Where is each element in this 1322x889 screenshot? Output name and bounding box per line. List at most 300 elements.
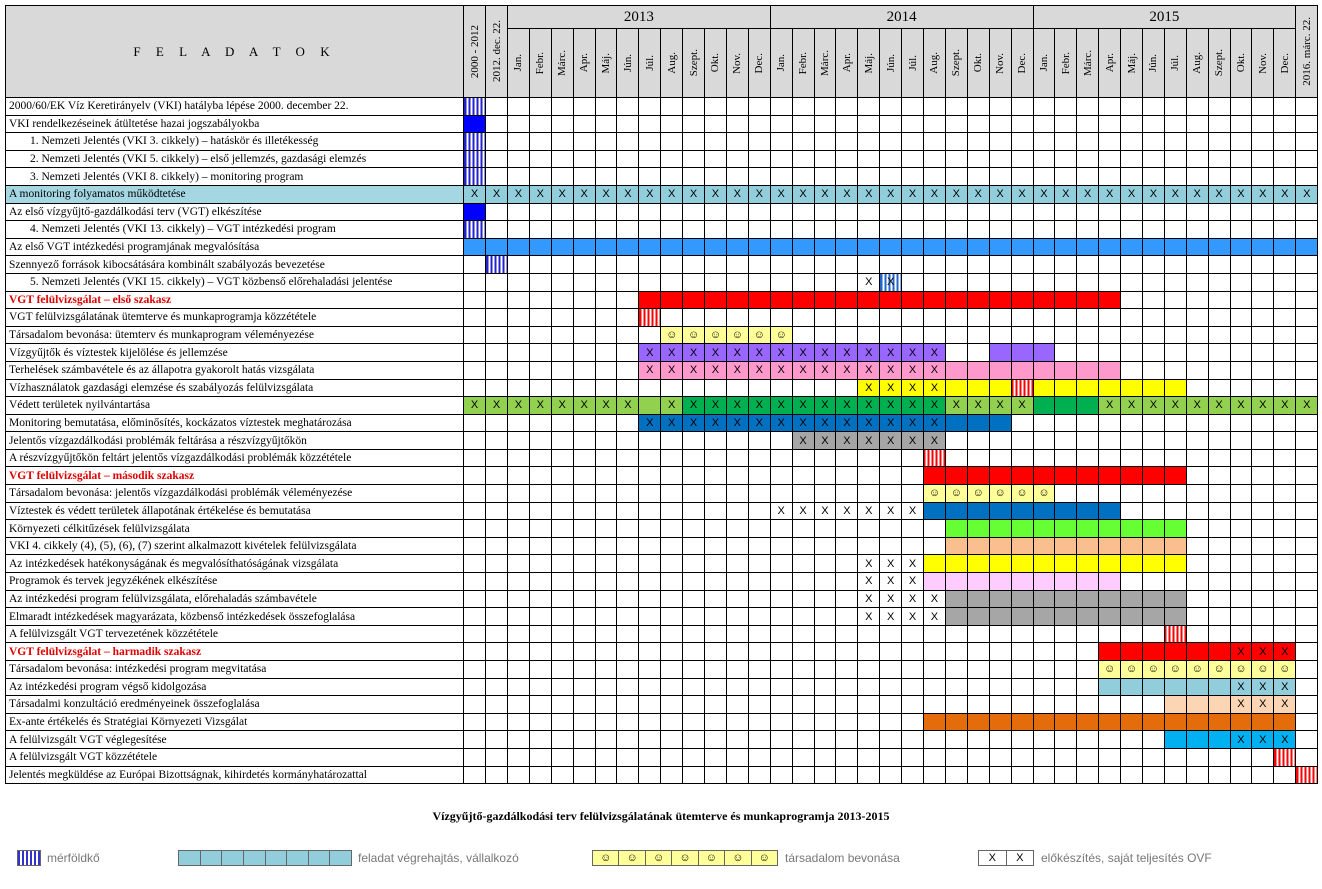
grid-cell [617, 502, 639, 520]
grid-cell [748, 555, 770, 573]
grid-cell [748, 485, 770, 503]
task-bar-cell: X [486, 397, 508, 415]
smiley-icon: ☺ [705, 326, 727, 344]
grid-cell [486, 291, 508, 309]
grid-cell [1164, 133, 1186, 151]
grid-cell [967, 731, 989, 749]
grid-cell [923, 256, 945, 274]
milestone-marker [464, 150, 486, 168]
grid-cell [836, 485, 858, 503]
task-bar-cell: X [508, 397, 530, 415]
task-bar-cell [1077, 608, 1099, 626]
task-bar-cell: X [858, 361, 880, 379]
schedule-table [5, 5, 1318, 784]
month-header [1208, 29, 1230, 98]
grid-cell [1230, 379, 1252, 397]
grid-cell [1186, 537, 1208, 555]
grid-cell [639, 203, 661, 221]
task-bar-cell [923, 502, 945, 520]
grid-cell [1208, 467, 1230, 485]
grid-cell [770, 537, 792, 555]
task-bar-cell [1011, 590, 1033, 608]
grid-cell [661, 625, 683, 643]
grid-cell [705, 309, 727, 327]
grid-cell [639, 432, 661, 450]
task-bar-cell [1011, 573, 1033, 591]
grid-cell [1099, 168, 1121, 186]
grid-cell [880, 661, 902, 679]
grid-cell [573, 361, 595, 379]
grid-cell [508, 713, 530, 731]
grid-cell [1011, 766, 1033, 784]
grid-cell [1121, 115, 1143, 133]
grid-cell [902, 133, 924, 151]
grid-cell [573, 133, 595, 151]
grid-cell [1033, 766, 1055, 784]
grid-cell [573, 643, 595, 661]
grid-cell [814, 625, 836, 643]
task-bar-cell [1099, 643, 1121, 661]
task-bar-cell: X [792, 397, 814, 415]
task-bar-cell [945, 291, 967, 309]
smiley-icon: ☺ [770, 326, 792, 344]
grid-cell [748, 379, 770, 397]
grid-cell [551, 625, 573, 643]
task-bar-cell [1142, 467, 1164, 485]
task-label: 4. Nemzeti Jelentés (VKI 13. cikkely) – VGT intézkedési program [6, 221, 464, 239]
task-bar-cell [1121, 608, 1143, 626]
task-bar-cell: X [726, 414, 748, 432]
grid-cell [617, 573, 639, 591]
month-label: Okt. [709, 53, 722, 73]
grid-cell [617, 361, 639, 379]
grid-cell [923, 273, 945, 291]
grid-cell [1296, 625, 1318, 643]
grid-cell [836, 625, 858, 643]
grid-cell [595, 115, 617, 133]
grid-cell [1252, 344, 1274, 362]
task-row [6, 520, 1318, 538]
grid-cell [683, 449, 705, 467]
task-bar-cell [967, 608, 989, 626]
grid-cell [858, 537, 880, 555]
grid-cell [1252, 203, 1274, 221]
grid-cell [1077, 643, 1099, 661]
task-bar-cell: X [661, 397, 683, 415]
legend-public-label: társadalom bevonása [785, 851, 900, 865]
task-bar-cell: X [683, 397, 705, 415]
grid-cell [464, 713, 486, 731]
grid-cell [1142, 361, 1164, 379]
task-bar-cell: X [836, 414, 858, 432]
month-label: Júl. [906, 55, 919, 71]
task-bar-cell [1077, 573, 1099, 591]
task-bar-cell: X [1252, 397, 1274, 415]
task-bar-cell [1011, 520, 1033, 538]
grid-cell [726, 449, 748, 467]
task-row [6, 678, 1318, 696]
grid-cell [880, 678, 902, 696]
task-row [6, 537, 1318, 555]
grid-cell [705, 256, 727, 274]
grid-cell [661, 766, 683, 784]
grid-cell [1186, 573, 1208, 591]
grid-cell [1252, 520, 1274, 538]
milestone-marker [464, 221, 486, 239]
grid-cell [1121, 748, 1143, 766]
task-bar-cell: X [858, 185, 880, 203]
task-bar-cell [1033, 291, 1055, 309]
grid-cell [1230, 115, 1252, 133]
grid-cell [1142, 168, 1164, 186]
grid-cell [661, 643, 683, 661]
grid-cell [880, 256, 902, 274]
task-row [6, 467, 1318, 485]
grid-cell [1274, 555, 1296, 573]
task-bar-cell [989, 414, 1011, 432]
task-bar-cell: X [551, 185, 573, 203]
task-bar-cell: X [683, 344, 705, 362]
task-bar-cell [923, 291, 945, 309]
grid-cell [705, 748, 727, 766]
grid-cell [1142, 344, 1164, 362]
task-bar-cell [1142, 590, 1164, 608]
grid-cell [508, 379, 530, 397]
grid-cell [1011, 150, 1033, 168]
grid-cell [508, 326, 530, 344]
grid-cell [705, 537, 727, 555]
grid-cell [945, 115, 967, 133]
grid-cell [858, 520, 880, 538]
grid-cell [705, 766, 727, 784]
grid-cell [705, 590, 727, 608]
grid-cell [1208, 309, 1230, 327]
grid-cell [1142, 432, 1164, 450]
task-bar-cell [1121, 520, 1143, 538]
grid-cell [1121, 731, 1143, 749]
grid-cell [1208, 203, 1230, 221]
grid-cell [1252, 115, 1274, 133]
grid-cell [573, 748, 595, 766]
task-bar-cell [792, 291, 814, 309]
grid-cell [1164, 485, 1186, 503]
grid-cell [1230, 273, 1252, 291]
grid-cell [551, 449, 573, 467]
task-bar-cell [1099, 467, 1121, 485]
task-bar-cell: X [748, 361, 770, 379]
grid-cell [1121, 168, 1143, 186]
month-header [529, 29, 551, 98]
grid-cell [464, 661, 486, 679]
grid-cell [902, 625, 924, 643]
grid-cell [551, 115, 573, 133]
task-label: Az intézkedési program felülvizsgálata, előrehaladás számbavétele [6, 590, 464, 608]
smiley-icon: ☺ [699, 851, 725, 865]
grid-cell: X [880, 590, 902, 608]
grid-cell [1011, 115, 1033, 133]
grid-cell [967, 696, 989, 714]
grid-cell [989, 309, 1011, 327]
task-bar-cell [573, 238, 595, 256]
task-bar-cell: X [683, 414, 705, 432]
task-bar-cell: X [1296, 397, 1318, 415]
grid-cell [1011, 414, 1033, 432]
task-bar-cell [1208, 238, 1230, 256]
task-bar-cell [1208, 696, 1230, 714]
grid-cell [1296, 344, 1318, 362]
task-bar-cell [639, 238, 661, 256]
task-bar-cell [1230, 238, 1252, 256]
grid-cell [705, 696, 727, 714]
grid-cell: X [902, 555, 924, 573]
task-bar-cell [1121, 537, 1143, 555]
grid-cell [1099, 256, 1121, 274]
grid-cell [486, 748, 508, 766]
grid-cell [705, 520, 727, 538]
month-label: Máj. [862, 52, 875, 74]
grid-cell [529, 150, 551, 168]
grid-cell [1121, 766, 1143, 784]
grid-cell [902, 98, 924, 116]
grid-cell [1121, 344, 1143, 362]
grid-cell [814, 98, 836, 116]
task-bar-cell [770, 238, 792, 256]
milestone-marker [464, 98, 486, 116]
task-bar-cell [967, 573, 989, 591]
col-header-label: 2000 - 2012 [468, 24, 481, 79]
grid-cell [989, 203, 1011, 221]
grid-cell [792, 661, 814, 679]
grid-cell [529, 520, 551, 538]
task-row [6, 713, 1318, 731]
task-bar-cell [1121, 555, 1143, 573]
grid-cell [617, 608, 639, 626]
grid-cell [1121, 432, 1143, 450]
grid-cell [1033, 432, 1055, 450]
grid-cell [880, 537, 902, 555]
task-bar-cell [945, 573, 967, 591]
task-row [6, 696, 1318, 714]
grid-cell [836, 590, 858, 608]
grid-cell [1164, 748, 1186, 766]
task-bar-cell [1142, 643, 1164, 661]
task-bar-cell [1055, 608, 1077, 626]
grid-cell [529, 661, 551, 679]
task-bar-cell: X [1011, 185, 1033, 203]
grid-cell [617, 520, 639, 538]
task-bar-cell: X [902, 361, 924, 379]
grid-cell [1230, 168, 1252, 186]
grid-cell [1274, 291, 1296, 309]
grid-cell [595, 150, 617, 168]
grid-cell [1033, 326, 1055, 344]
grid-cell [726, 309, 748, 327]
grid-cell [617, 150, 639, 168]
grid-cell [836, 273, 858, 291]
month-header [923, 29, 945, 98]
milestone-marker [1011, 379, 1033, 397]
month-header [508, 29, 530, 98]
task-bar-cell [967, 537, 989, 555]
task-bar-cell [1252, 238, 1274, 256]
grid-cell [486, 221, 508, 239]
grid-cell [1033, 150, 1055, 168]
task-bar-cell: X [639, 185, 661, 203]
task-bar-cell [1033, 361, 1055, 379]
smiley-icon: ☺ [1208, 661, 1230, 679]
grid-cell [989, 432, 1011, 450]
grid-cell [529, 573, 551, 591]
grid-cell [573, 502, 595, 520]
grid-cell [1142, 133, 1164, 151]
grid-cell [661, 256, 683, 274]
grid-cell [748, 608, 770, 626]
month-header [1121, 29, 1143, 98]
task-bar-cell [945, 361, 967, 379]
grid-cell [836, 678, 858, 696]
task-bar-cell: X [836, 185, 858, 203]
month-header [1164, 29, 1186, 98]
grid-cell [551, 555, 573, 573]
grid-cell [836, 713, 858, 731]
task-bar-cell: X [726, 361, 748, 379]
grid-cell [726, 537, 748, 555]
grid-cell [464, 361, 486, 379]
task-label: Társadalom bevonása: ütemterv és munkaprogram véleményezése [6, 326, 464, 344]
grid-cell [661, 537, 683, 555]
grid-cell [464, 537, 486, 555]
col-header-2000-2012 [464, 6, 486, 98]
month-label: Júl. [1169, 55, 1182, 71]
grid-cell [486, 133, 508, 151]
grid-cell [770, 379, 792, 397]
grid-cell [573, 467, 595, 485]
grid-cell [464, 555, 486, 573]
grid-cell [967, 432, 989, 450]
grid-cell [858, 98, 880, 116]
grid-cell [1186, 432, 1208, 450]
grid-cell [529, 449, 551, 467]
grid-cell [880, 221, 902, 239]
grid-cell [639, 379, 661, 397]
grid-cell [792, 133, 814, 151]
grid-cell [770, 520, 792, 538]
grid-cell [551, 502, 573, 520]
grid-cell [945, 696, 967, 714]
grid-cell [814, 326, 836, 344]
grid-cell [639, 467, 661, 485]
grid-cell [836, 203, 858, 221]
task-bar-cell: X [1011, 397, 1033, 415]
grid-cell [1164, 273, 1186, 291]
grid-cell [1142, 256, 1164, 274]
grid-cell [1099, 203, 1121, 221]
grid-cell [814, 309, 836, 327]
grid-cell [1186, 203, 1208, 221]
grid-cell [1099, 98, 1121, 116]
grid-cell [792, 696, 814, 714]
grid-cell [1033, 98, 1055, 116]
grid-cell [1142, 150, 1164, 168]
grid-cell [792, 379, 814, 397]
grid-cell [770, 256, 792, 274]
grid-cell [1252, 150, 1274, 168]
grid-cell [902, 537, 924, 555]
grid-cell [1186, 291, 1208, 309]
grid-cell [1186, 326, 1208, 344]
task-row [6, 115, 1318, 133]
figure-caption: Vízgyűjtő-gazdálkodási terv felülvizsgálatának ütemterve és munkaprogramja 2013-2015 [432, 809, 890, 823]
task-bar-cell [1033, 520, 1055, 538]
grid-cell [705, 608, 727, 626]
grid-cell [1186, 273, 1208, 291]
grid-cell [1142, 273, 1164, 291]
task-bar-cell: X [792, 432, 814, 450]
grid-cell [814, 168, 836, 186]
grid-cell [726, 555, 748, 573]
grid-cell [1252, 766, 1274, 784]
grid-cell [836, 150, 858, 168]
grid-cell [1055, 326, 1077, 344]
grid-cell [923, 326, 945, 344]
grid-cell [705, 467, 727, 485]
grid-cell [705, 133, 727, 151]
task-row [6, 643, 1318, 661]
grid-cell [551, 520, 573, 538]
task-bar-cell [1099, 590, 1121, 608]
grid-cell [989, 115, 1011, 133]
grid-cell [858, 221, 880, 239]
grid-cell [880, 643, 902, 661]
task-bar-cell: X [726, 397, 748, 415]
grid-cell [1164, 309, 1186, 327]
grid-cell [945, 748, 967, 766]
grid-cell [1011, 748, 1033, 766]
task-row [6, 661, 1318, 679]
task-bar-cell: X [639, 361, 661, 379]
task-bar-cell [836, 291, 858, 309]
task-bar-cell [814, 291, 836, 309]
month-label: Okt. [972, 53, 985, 73]
grid-cell [858, 309, 880, 327]
grid-cell [880, 309, 902, 327]
task-bar-cell: X [551, 397, 573, 415]
grid-cell [639, 713, 661, 731]
grid-cell [573, 344, 595, 362]
grid-cell [770, 467, 792, 485]
grid-cell [1142, 766, 1164, 784]
task-bar-cell [1077, 238, 1099, 256]
grid-cell [508, 361, 530, 379]
grid-cell [529, 590, 551, 608]
grid-cell [486, 326, 508, 344]
task-bar-cell [639, 397, 661, 415]
grid-cell [486, 485, 508, 503]
month-header [595, 29, 617, 98]
grid-cell [661, 696, 683, 714]
grid-cell [945, 273, 967, 291]
grid-cell [1296, 485, 1318, 503]
grid-cell [1099, 625, 1121, 643]
grid-cell [551, 133, 573, 151]
task-row [6, 185, 1318, 203]
grid-cell [858, 256, 880, 274]
grid-cell [551, 326, 573, 344]
month-label: Nov. [1256, 52, 1269, 74]
task-bar-cell [967, 291, 989, 309]
grid-cell [683, 168, 705, 186]
grid-cell [989, 696, 1011, 714]
